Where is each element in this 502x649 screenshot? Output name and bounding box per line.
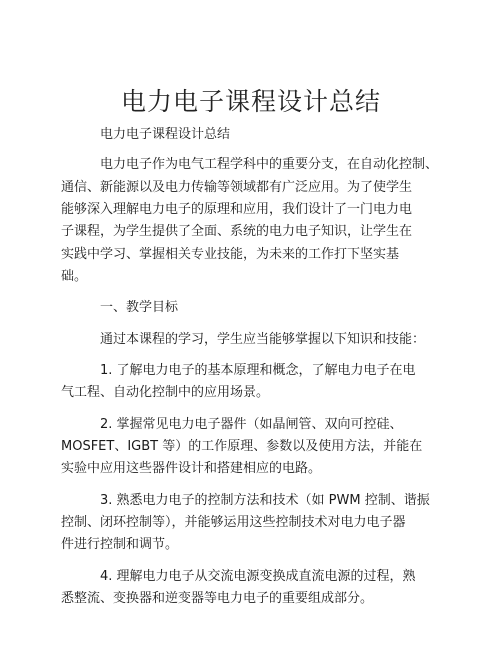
- intro-line: 实践中学习、掌握相关专业技能，为未来的工作打下坚实基: [61, 247, 400, 262]
- list-item-line: 1. 了解电力电子的基本原理和概念，了解电力电子在电: [100, 363, 416, 378]
- list-item-line: MOSFET、IGBT 等）的工作原理、参数以及使用方法，并能在: [61, 439, 423, 454]
- section-heading: 一、教学目标: [100, 300, 179, 315]
- list-item-line: 控制、闭环控制等），并能够运用这些控制技术对电力电子器: [61, 515, 406, 530]
- intro-line: 通信、新能源以及电力传输等领域都有广泛应用。为了使学生: [61, 180, 413, 195]
- list-item-line: 4. 理解电力电子从交流电源变换成直流电源的过程，熟: [100, 569, 416, 584]
- intro-line: 电力电子作为电气工程学科中的重要分支，在自动化控制、: [100, 157, 439, 172]
- list-item-line: 3. 熟悉电力电子的控制方法和技术（如 PWM 控制、谐振: [100, 493, 430, 508]
- document-subtitle: 电力电子课程设计总结: [100, 127, 231, 142]
- list-item-line: 件进行控制和调节。: [61, 537, 179, 552]
- list-item-line: 气工程、自动化控制中的应用场景。: [61, 385, 270, 400]
- intro-line: 础。: [61, 269, 88, 284]
- list-item-line: 悉整流、变换器和逆变器等电力电子的重要组成部分。: [61, 591, 374, 606]
- document-title: 电力电子课程设计总结: [120, 87, 381, 116]
- section-intro: 通过本课程的学习，学生应当能够掌握以下知识和技能：: [100, 332, 426, 347]
- list-item-line: 实验中应用这些器件设计和搭建相应的电路。: [61, 461, 322, 476]
- intro-line: 能够深入理解电力电子的原理和应用，我们设计了一门电力电: [61, 202, 413, 217]
- list-item-line: 2. 掌握常见电力电子器件（如晶闸管、双向可控硅、: [100, 417, 403, 432]
- intro-line: 子课程，为学生提供了全面、系统的电力电子知识，让学生在: [61, 224, 413, 239]
